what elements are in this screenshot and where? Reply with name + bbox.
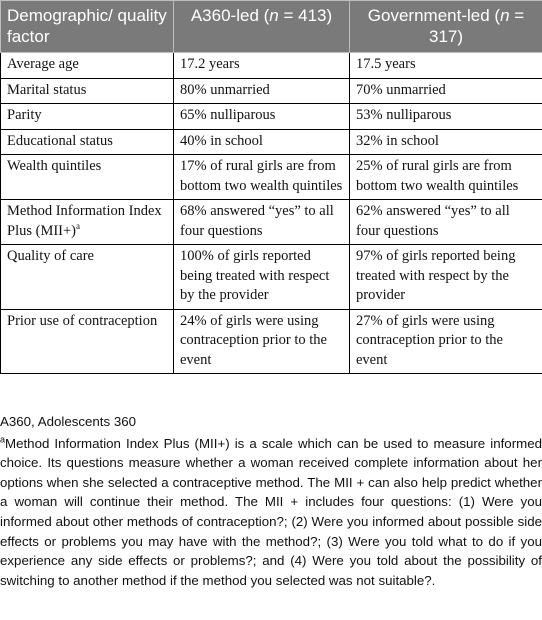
- table-row-marital-status: [1, 78, 542, 104]
- cell-factor: Parity: [1, 104, 174, 130]
- header-factor: [1, 1, 174, 53]
- table-body: [1, 53, 542, 374]
- cell-factor-text: Method Information Index Plus (MII+): [7, 203, 162, 239]
- header-gov-n: n: [500, 6, 510, 25]
- cell-factor: Prior use of contraception: [1, 309, 174, 374]
- cell-a360: 40% in school: [174, 129, 350, 155]
- table-row-wealth-quintiles: [1, 155, 542, 200]
- table-row-mii-plus: [1, 200, 542, 245]
- header-a360-prefix: A360-led (: [190, 6, 270, 25]
- header-gov-prefix: Government-led (: [367, 6, 501, 25]
- header-a360-led: [174, 1, 350, 53]
- header-a360-n: n: [269, 6, 279, 25]
- cell-factor: Wealth quintiles: [1, 155, 174, 200]
- abbreviation-note: A360, Adolescents 360: [0, 414, 137, 429]
- cell-government: 25% of rural girls are from bottom two wealth quintiles: [350, 155, 542, 200]
- cell-a360: 68% answered “yes” to all four questions: [174, 200, 350, 245]
- cell-government: 17.5 years: [350, 53, 542, 79]
- table-notes: [0, 412, 542, 590]
- table-row-quality-of-care: [1, 245, 542, 310]
- footnote: [0, 434, 542, 591]
- cell-government: 27% of girls were using contraception prior to the event: [350, 309, 542, 374]
- table-row-prior-contraception: [1, 309, 542, 374]
- table-row-educational-status: [1, 129, 542, 155]
- cell-government: 32% in school: [350, 129, 542, 155]
- cell-government: 62% answered “yes” to all four questions: [350, 200, 542, 245]
- footnote-marker: a: [76, 220, 80, 231]
- header-a360-count: = 413): [278, 6, 333, 25]
- cell-government: 97% of girls reported being treated with respect by the provider: [350, 245, 542, 310]
- cell-factor: Quality of care: [1, 245, 174, 310]
- header-row: [1, 1, 542, 53]
- header-factor-label: Demographic/ quality factor: [7, 6, 167, 46]
- cell-a360: 65% nulliparous: [174, 104, 350, 130]
- cell-factor: Marital status: [1, 78, 174, 104]
- footnote-text: Method Information Index Plus (MII+) is a scale which can be used to measure informed choice. Its questions measure whether a woman received complete information about her options when she selected a contraceptive method. The MII + can also help predict whether a woman will continue their method. The MII + includes four questions: (1) Were you informed about other methods of contraception?; (2) Were you informed about possible side effects or problems you may have with the method?; (3) Were you told what to do if you experience any side effects or problems?; and (4) Were you told about the possibility of switching to another method if the method you selected was not suitable?.: [0, 435, 542, 588]
- header-government-led: [350, 1, 542, 53]
- header-gov-count: = 317): [428, 6, 525, 46]
- cell-factor: Educational status: [1, 129, 174, 155]
- table-row-average-age: [1, 53, 542, 79]
- cell-a360: 24% of girls were using contraception prior to the event: [174, 309, 350, 374]
- cell-a360: 17% of rural girls are from bottom two wealth quintiles: [174, 155, 350, 200]
- cell-factor: [1, 200, 174, 245]
- cell-a360: 80% unmarried: [174, 78, 350, 104]
- footnote-marker: a: [0, 434, 6, 445]
- cell-government: 53% nulliparous: [350, 104, 542, 130]
- table-header: [1, 1, 542, 53]
- cell-factor: Average age: [1, 53, 174, 79]
- cell-a360: 17.2 years: [174, 53, 350, 79]
- cell-government: 70% unmarried: [350, 78, 542, 104]
- cell-a360: 100% of girls reported being treated with respect by the provider: [174, 245, 350, 310]
- table-row-parity: [1, 104, 542, 130]
